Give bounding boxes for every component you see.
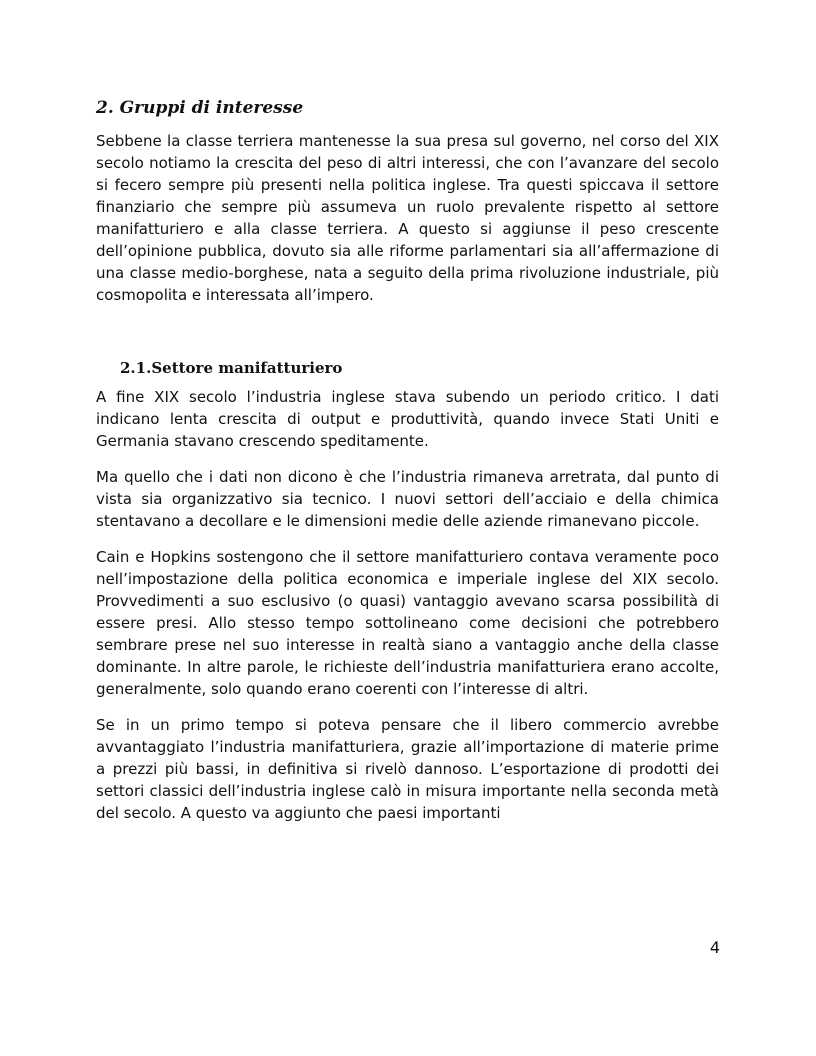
subsection-paragraph-3: Cain e Hopkins sostengono che il settore manifatturiero contava veramente poco nell’impostazione della politica economica e imperiale inglese del XIX secolo. Provvedimenti a suo esclusivo (o quasi) vantaggio avevano scarsa possibilità di essere presi. Allo stesso tempo sottolineano come decisioni che potrebbero sembrare prese nel suo interesse in realtà siano a vantaggio anche della classe dominante. In altre parole, le richieste dell’industria manifatturiera erano accolte, generalmente, solo quando erano coerenti con l’interesse di altri. <box>96 548 719 698</box>
page-content <box>96 96 719 838</box>
subsection-heading: 2.1.Settore manifatturiero <box>120 359 343 377</box>
page-number: 4 <box>709 938 720 957</box>
section-paragraph: Sebbene la classe terriera mantenesse la sua presa sul governo, nel corso del XIX secolo notiamo la crescita del peso di altri interessi, che con l’avanzare del secolo si fecero sempre più presenti nella politica inglese. Tra questi spiccava il settore finanziario che sempre più assumeva un ruolo prevalente rispetto al settore manifatturiero e alla classe terriera. A questo si aggiunse il peso crescente dell’opinione pubblica, dovuto sia alle riforme parlamentari sia all’affermazione di una classe medio-borghese, nata a seguito della prima rivoluzione industriale, più cosmopolita e interessata all’impero. <box>96 132 719 304</box>
subsection-paragraph-1: A fine XIX secolo l’industria inglese stava subendo un periodo critico. I dati indicano lenta crescita di output e produttività, quando invece Stati Uniti e Germania stavano crescendo speditamente. <box>96 388 719 450</box>
subsection-paragraph-4: Se in un primo tempo si poteva pensare che il libero commercio avrebbe avvantaggiato l’industria manifatturiera, grazie all’importazione di materie prime a prezzi più bassi, in definitiva si rivelò dannoso. L’esportazione di prodotti dei settori classici dell’industria inglese calò in misura importante nella seconda metà del secolo. A questo va aggiunto che paesi importanti <box>96 716 719 822</box>
subsection-paragraph-2: Ma quello che i dati non dicono è che l’industria rimaneva arretrata, dal punto di vista sia organizzativo sia tecnico. I nuovi settori dell’acciaio e della chimica stentavano a decollare e le dimensioni medie delle aziende rimanevano piccole. <box>96 468 719 530</box>
section-heading: 2. Gruppi di interesse <box>96 98 304 118</box>
